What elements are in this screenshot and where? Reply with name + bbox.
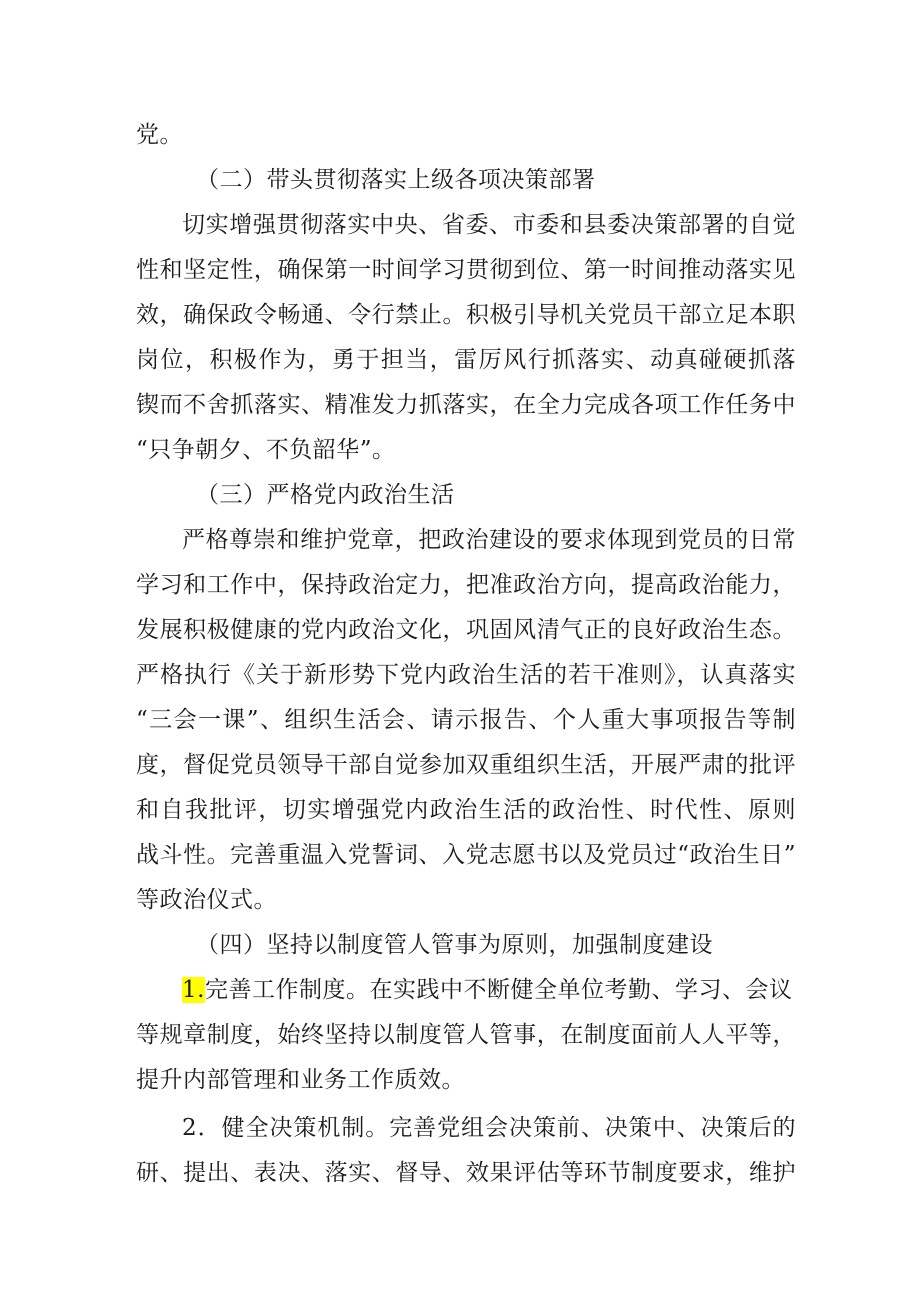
text-line: 度，督促党员领导干部自觉参加双重组织生活，开展严肃的批评 xyxy=(136,752,796,778)
document-body xyxy=(136,113,796,1196)
text-line: 严格尊崇和维护党章，把政治建设的要求体现到党员的日常 xyxy=(182,527,796,553)
text-line: 等政治仪式。 xyxy=(136,887,277,913)
text-line: 学习和工作中，保持政治定力，把准政治方向，提高政治能力， xyxy=(136,572,796,598)
text-line: 2．健全决策机制。完善党组会决策前、决策中、决策后的 xyxy=(182,1115,796,1141)
section-heading-3: （三）严格党内政治生活 xyxy=(196,482,455,508)
text-line-rest: 完善工作制度。在实践中不断健全单位考勤、学习、会议 xyxy=(204,977,793,1003)
text-line: 研、提出、表决、落实、督导、效果评估等环节制度要求，维护 xyxy=(136,1160,796,1186)
text-line-highlighted xyxy=(136,968,796,1013)
text-line: “三会一课”、组织生活会、请示报告、个人重大事项报告等制 xyxy=(136,707,796,733)
section-heading-2: （二）带头贯彻落实上级各项决策部署 xyxy=(196,167,596,193)
text-line: 和自我批评，切实增强党内政治生活的政治性、时代性、原则 xyxy=(136,797,796,823)
text-line: 党。 xyxy=(136,122,183,148)
text-line: 发展积极健康的党内政治文化，巩固风清气正的良好政治生态。 xyxy=(136,617,796,643)
text-line: 切实增强贯彻落实中央、省委、市委和县委决策部署的自觉 xyxy=(182,212,796,238)
text-line: 严格执行《关于新形势下党内政治生活的若干准则》，认真落实 xyxy=(136,662,796,688)
text-line: 锲而不舍抓落实、精准发力抓落实，在全力完成各项工作任务中 xyxy=(136,392,796,418)
text-line: 岗位，积极作为，勇于担当，雷厉风行抓落实、动真碰硬抓落 xyxy=(136,347,796,373)
highlighted-number: 1. xyxy=(182,977,205,1003)
text-line: 效，确保政令畅通、令行禁止。积极引导机关党员干部立足本职 xyxy=(136,302,796,328)
text-line: 等规章制度，始终坚持以制度管人管事，在制度面前人人平等， xyxy=(136,1022,796,1048)
text-line: 战斗性。完善重温入党誓词、入党志愿书以及党员过“政治生日” xyxy=(136,842,796,868)
section-heading-4: （四）坚持以制度管人管事为原则，加强制度建设 xyxy=(196,932,713,958)
text-line: “只争朝夕、不负韶华”。 xyxy=(136,437,396,463)
text-line: 提升内部管理和业务工作质效。 xyxy=(136,1067,465,1093)
text-line: 性和坚定性，确保第一时间学习贯彻到位、第一时间推动落实见 xyxy=(136,257,796,283)
